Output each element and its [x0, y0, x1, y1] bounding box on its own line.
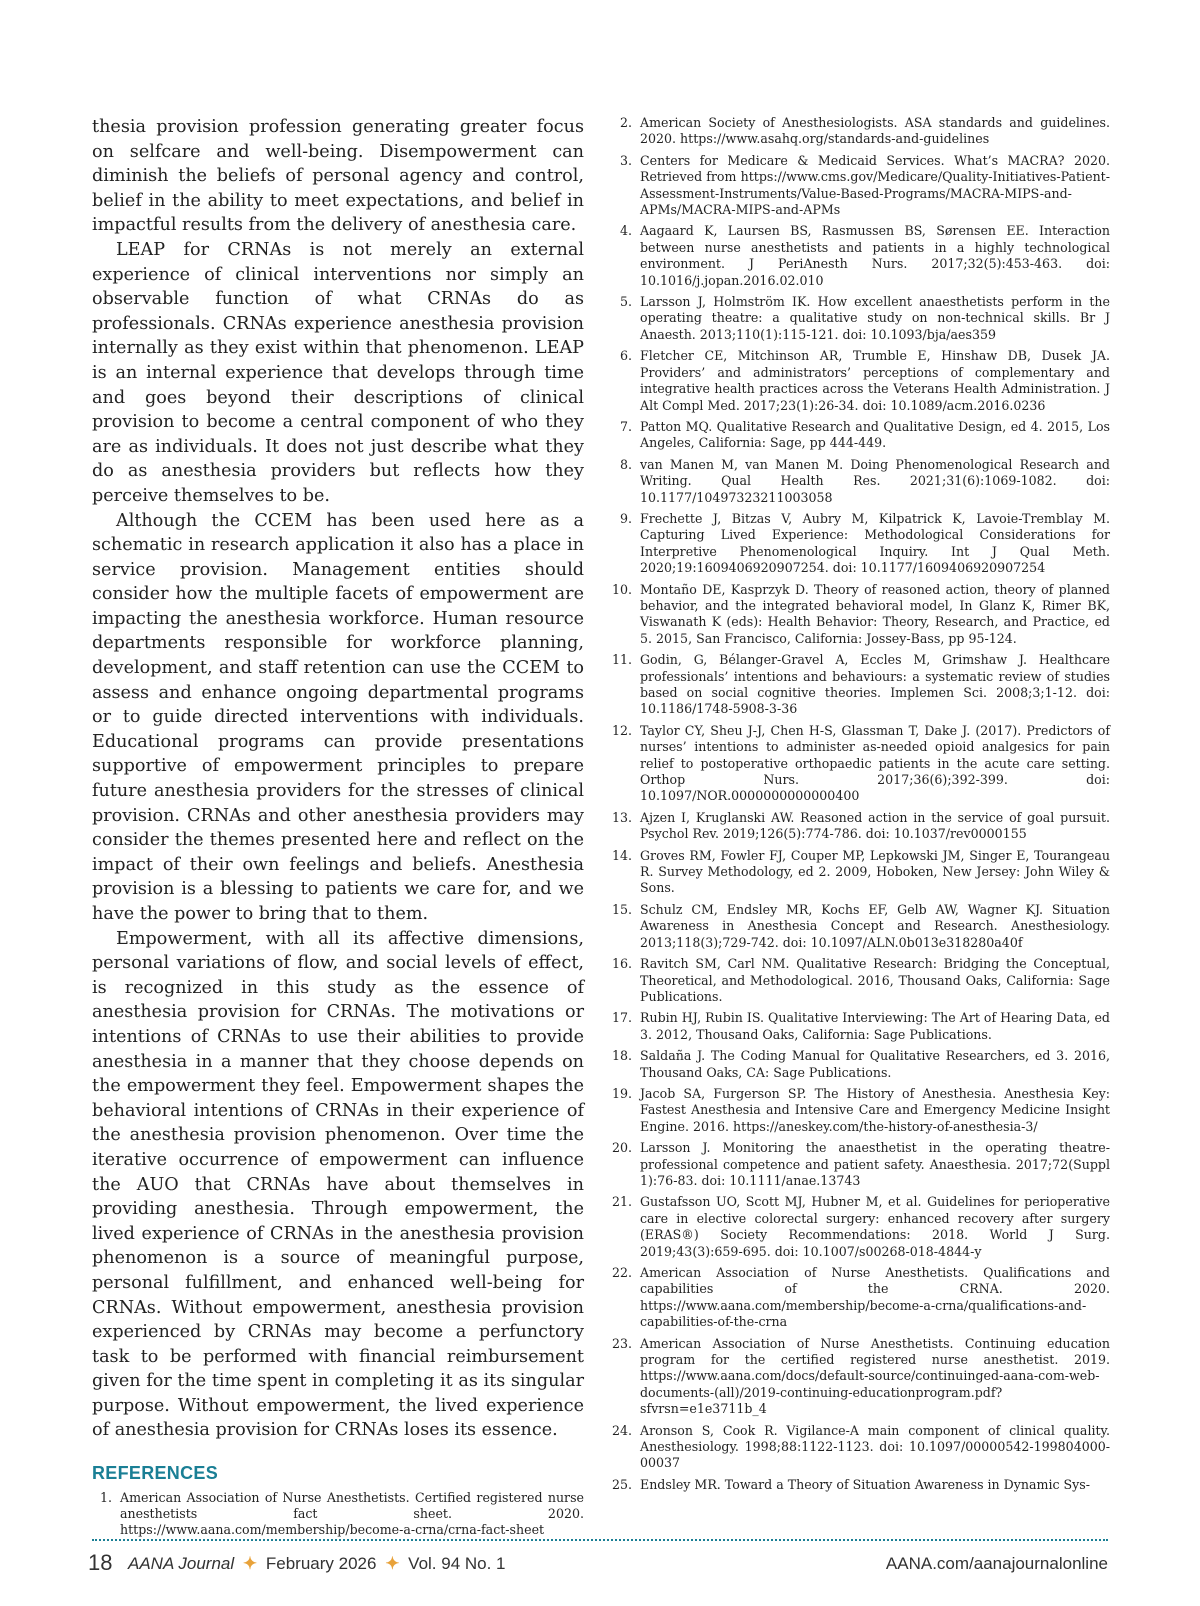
reference-text: Aagaard K, Laursen BS, Rasmussen BS, Sørensen EE. Interaction between nurse anesthetists and patients in a highly technological environment. J PeriAnesth Nurs. 2017;32(5):453-463. doi: 10.1016/j.jopan.2016.02.010 [640, 223, 1110, 288]
reference-list-right [612, 115, 1110, 1498]
reference-number: 10. [612, 581, 633, 597]
reference-item [612, 723, 1110, 805]
reference-number: 8. [619, 456, 632, 472]
reference-text: American Association of Nurse Anesthetists. Qualifications and capabilities of the CRNA. 2020. https://www.aana.com/membership/become-a-crna/qualifications-and-capabilities-of-the-crna [640, 1265, 1110, 1330]
reference-list-left [92, 1490, 584, 1539]
reference-number: 9. [619, 510, 632, 526]
reference-item [612, 848, 1110, 897]
page-footer [88, 1552, 1108, 1580]
reference-item [612, 511, 1110, 577]
reference-text: Saldaña J. The Coding Manual for Qualitative Researchers, ed 3. 2016, Thousand Oaks, CA: Sage Publications. [640, 1048, 1110, 1080]
reference-item [612, 115, 1110, 148]
journal-citation [128, 1554, 506, 1574]
reference-number: 7. [619, 418, 632, 434]
reference-item [612, 1140, 1110, 1189]
reference-number: 12. [612, 722, 633, 738]
reference-number: 15. [612, 901, 633, 917]
reference-number: 21. [612, 1194, 633, 1210]
reference-text: Ajzen I, Kruglanski AW. Reasoned action in the service of goal pursuit. Psychol Rev. 2019;126(5):774-786. doi: 10.1037/rev0000155 [640, 809, 1110, 842]
reference-number: 22. [612, 1265, 633, 1280]
reference-item [612, 1086, 1110, 1135]
issue-date: February 2026 [265, 1554, 377, 1573]
reference-text: Endsley MR. Toward a Theory of Situation Awareness in Dynamic Sys- [640, 1476, 1090, 1492]
reference-item [612, 419, 1110, 452]
reference-number: 11. [612, 652, 633, 668]
body-paragraph: LEAP for CRNAs is not merely an external experience of clinical interventions nor simply an observable function of what CRNAs do as professionals. CRNAs experience anesthesia provision internally as they exist within that phenomenon. LEAP is an internal experience that develops through time and goes beyond their descriptions of clinical provision to become a central component of who they are as individuals. It does not just describe what they do as anesthesia providers but reflects how they perceive themselves to be. [92, 239, 584, 506]
reference-text: Fletcher CE, Mitchinson AR, Trumble E, Hinshaw DB, Dusek JA. Providers’ and administrators’ perceptions of complementary and integrative health practices across the Veterans Health Administration. J Alt Compl Med. 2017;23(1):26-34. doi: 10.1089/acm.2016.0236 [640, 348, 1110, 413]
reference-item [612, 1048, 1110, 1081]
reference-number: 16. [612, 956, 633, 972]
reference-number: 20. [612, 1140, 633, 1156]
reference-number: 19. [612, 1085, 633, 1101]
reference-number: 5. [619, 294, 632, 310]
reference-text: Gustafsson UO, Scott MJ, Hubner M, et al. Guidelines for perioperative care in elective colorectal surgery: enhanced recovery after surgery (ERAS®) Society Recommendations: 2018. World J Surg. 2019;43(3):659-695. doi: 10.1007/s00268-018-4844-y [640, 1194, 1110, 1259]
reference-text: Schulz CM, Endsley MR, Kochs EF, Gelb AW, Wagner KJ. Situation Awareness in Anesthesia Concept and Research. Anesthesiology. 2013;118(3);729-742. doi: 10.1097/ALN.0b013e318280a40f [640, 901, 1110, 950]
footer-divider [92, 1539, 1108, 1541]
reference-text: American Society of Anesthesiologists. ASA standards and guidelines. 2020. https://www.asahq.org/standards-and-guidelines [640, 115, 1110, 147]
reference-text: Larsson J, Holmström IK. How excellent anaesthetists perform in the operating theatre: a qualitative study on non-technical skills. Br J Anaesth. 2013;110(1):115-121. doi: 10.1093/bja/aes359 [640, 294, 1110, 342]
reference-item [612, 1336, 1110, 1418]
reference-item [612, 153, 1110, 219]
reference-item [612, 223, 1110, 289]
reference-text: Larsson J. Monitoring the anaesthetist in the operating theatre-professional competence and patient safety. Anaesthesia. 2017;72(Suppl 1):76-83. doi: 10.1111/anae.13743 [640, 1140, 1110, 1188]
reference-item [612, 1265, 1110, 1331]
reference-text: Aronson S, Cook R. Vigilance-A main component of clinical quality. Anesthesiology. 1998;88:1122-1123. doi: 10.1097/00000542-199804000-00037 [640, 1422, 1110, 1471]
reference-text: Rubin HJ, Rubin IS. Qualitative Interviewing: The Art of Hearing Data, ed 3. 2012, Thousand Oaks, California: Sage Publications. [640, 1010, 1110, 1042]
reference-number: 1. [99, 1489, 112, 1505]
reference-number: 14. [612, 847, 633, 863]
page-number: 18 [88, 1550, 113, 1575]
reference-item [612, 457, 1110, 506]
reference-item [612, 1194, 1110, 1260]
reference-item [612, 1477, 1110, 1493]
reference-number: 4. [619, 223, 632, 239]
reference-item [612, 348, 1110, 414]
journal-name: AANA Journal [128, 1554, 235, 1573]
journal-website-link[interactable]: AANA.com/aanajournalonline [885, 1554, 1108, 1573]
reference-number: 13. [612, 809, 633, 825]
body-paragraph: Although the CCEM has been used here as a schematic in research application it also has a place in service provision. Management entities should consider how the multiple facets of empowerment are impacting the anesthesia workforce. Human resource departments responsible for workforce planning, development, and staff retention can use the CCEM to assess and enhance ongoing departmental programs or to guide directed interventions with individuals. Educational programs can provide presentations supportive of empowerment principles to prepare future anesthesia providers for the stresses of clinical provision. CRNAs and other anesthesia providers may consider the themes presented here and reflect on the impact of their own feelings and beliefs. Anesthesia provision is a blessing to patients we care for, and we have the power to bring that to them. [92, 510, 584, 924]
reference-item [612, 810, 1110, 843]
reference-item [612, 652, 1110, 718]
reference-number: 6. [619, 348, 632, 364]
reference-text: van Manen M, van Manen M. Doing Phenomenological Research and Writing. Qual Health Res. 2021;31(6):1069-1082. doi: 10.1177/10497323211003058 [640, 456, 1110, 505]
reference-item [612, 1423, 1110, 1472]
reference-item [612, 902, 1110, 951]
reference-text: Centers for Medicare & Medicaid Services. What’s MACRA? 2020. Retrieved from https://www.cms.gov/Medicare/Quality-Initiatives-Patient-Assessment-Instruments/Value-Based-Programs/MACRA-MIPS-and-APMs/MACRA-MIPS-and-APMs [640, 152, 1110, 218]
reference-number: 3. [619, 152, 632, 168]
reference-number: 23. [612, 1335, 633, 1351]
reference-text: Montaño DE, Kasprzyk D. Theory of reasoned action, theory of planned behavior, and the integrated behavioral model, In Glanz K, Rimer BK, Viswanath K (eds): Health Behavior: Theory, Research, and Practice, ed 5. 2015, San Francisco, California: Jossey-Bass, pp 95-124. [640, 581, 1110, 646]
separator-icon: ✦ [385, 1554, 400, 1573]
reference-item [612, 1010, 1110, 1043]
reference-item [612, 956, 1110, 1005]
reference-item [612, 582, 1110, 648]
reference-text: American Association of Nurse Anesthetists. Certified registered nurse anesthetists fact sheet. 2020. https://www.aana.com/membership/become-a-crna/crna-fact-sheet [120, 1489, 584, 1538]
reference-text: Frechette J, Bitzas V, Aubry M, Kilpatrick K, Lavoie-Tremblay M. Capturing Lived Experience: Methodological Considerations for Interpretive Phenomenological Inquiry. Int J Qual Meth. 2020;19:1609406920907254. doi: 10.1177/1609406920907254 [640, 510, 1110, 576]
reference-number: 25. [612, 1476, 633, 1492]
references-heading: REFERENCES [92, 1463, 219, 1484]
reference-item [92, 1490, 584, 1539]
body-paragraph: thesia provision profession generating greater focus on selfcare and well-being. Disempowerment can diminish the beliefs of personal agency and control, belief in the ability to meet expectations, and belief in impactful results from the delivery of anesthesia care. [92, 117, 584, 236]
reference-text: Ravitch SM, Carl NM. Qualitative Research: Bridging the Conceptual, Theoretical, and Methodological. 2016, Thousand Oaks, California: Sage Publications. [640, 956, 1110, 1004]
reference-number: 18. [612, 1048, 633, 1064]
body-paragraph: Empowerment, with all its affective dimensions, personal variations of flow, and social levels of effect, is recognized in this study as the essence of anesthesia provision for CRNAs. The motivations or intentions of CRNAs to use their abilities to provide anesthesia in a manner that they choose depends on the empowerment they feel. Empowerment shapes the behavioral intentions of CRNAs in their experience of the anesthesia provision phenomenon. Over time the iterative occurrence of empowerment can influence the AUO that CRNAs have about themselves in providing anesthesia. Through empowerment, the lived experience of CRNAs in the anesthesia provision phenomenon is a source of meaningful purpose, personal fulfillment, and enhanced well-being for CRNAs. Without empowerment, anesthesia provision experienced by CRNAs may become a perfunctory task to be performed with financial reimbursement given for the time spent in completing it as its singular purpose. Without empowerment, the lived experience of anesthesia provision for CRNAs loses its essence. [92, 928, 584, 1441]
volume-issue: Vol. 94 No. 1 [408, 1554, 506, 1573]
reference-number: 24. [612, 1422, 633, 1438]
reference-text: Taylor CY, Sheu J-J, Chen H-S, Glassman T, Dake J. (2017). Predictors of nurses’ intentions to administer as-needed opioid analgesics for pain relief to postoperative orthopaedic patients in the acute care setting. Orthop Nurs. 2017;36(6);392-399. doi: 10.1097/NOR.0000000000000400 [640, 722, 1110, 804]
reference-number: 2. [619, 115, 632, 130]
reference-text: Godin, G, Bélanger-Gravel A, Eccles M, Grimshaw J. Healthcare professionals’ intentions and behaviours: a systematic review of studies based on social cognitive theories. Implemen Sci. 2008;3;1-12. doi: 10.1186/1748-5908-3-36 [640, 652, 1110, 717]
reference-text: Patton MQ. Qualitative Research and Qualitative Design, ed 4. 2015, Los Angeles, California: Sage, pp 444-449. [640, 418, 1110, 451]
separator-icon: ✦ [242, 1554, 258, 1573]
reference-text: Jacob SA, Furgerson SP. The History of Anesthesia. Anesthesia Key: Fastest Anesthesia and Intensive Care and Emergency Medicine Insight Engine. 2016. https://aneskey.com/the-history-of-anesthesia-3/ [640, 1085, 1110, 1134]
body-text-column [92, 115, 584, 1544]
reference-number: 17. [612, 1010, 633, 1026]
reference-text: Groves RM, Fowler FJ, Couper MP, Lepkowski JM, Singer E, Tourangeau R. Survey Methodology, ed 2. 2009, Hoboken, New Jersey: John Wiley & Sons. [640, 847, 1110, 896]
reference-item [612, 294, 1110, 343]
reference-text: American Association of Nurse Anesthetists. Continuing education program for the certified registered nurse anesthetist. 2019. https://www.aana.com/docs/default-source/continuinged-aana-com-web-documents-(all)/2019-continuing-educationprogram.pdf?sfvrsn=e1e3711b_4 [640, 1335, 1110, 1417]
